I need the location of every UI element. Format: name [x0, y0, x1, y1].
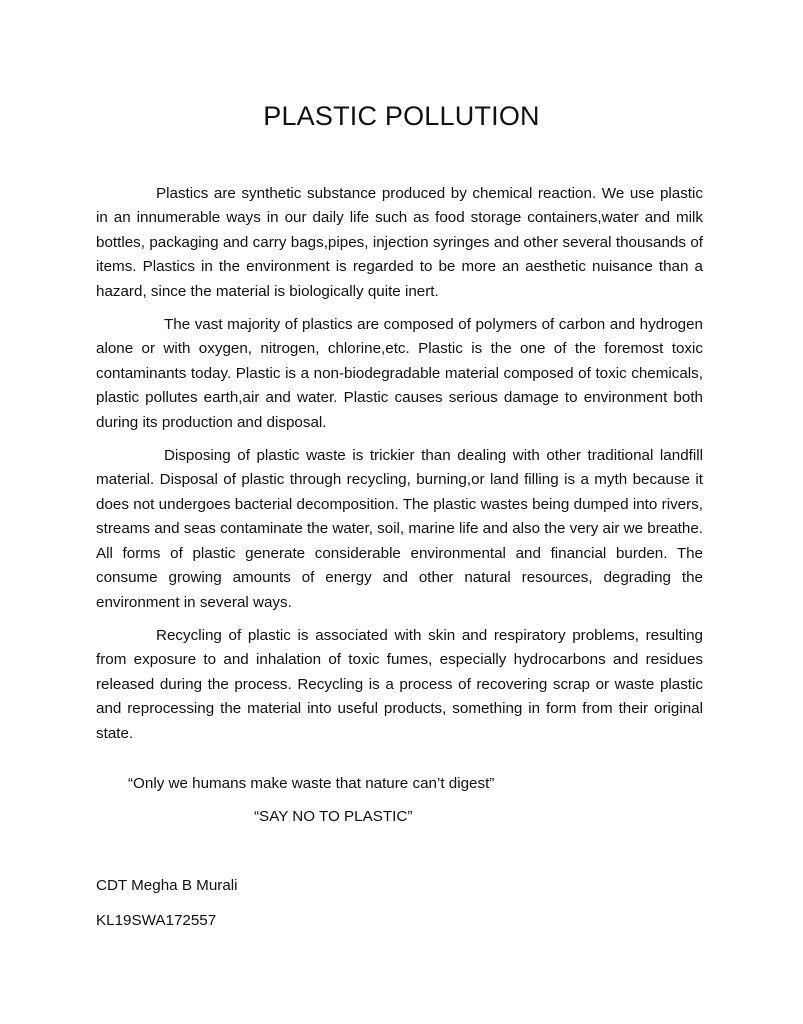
author-name: CDT Megha B Murali [96, 877, 238, 894]
paragraph-intro: Plastics are synthetic substance produced by chemical reaction. We use plastic in an innumerable ways in our daily life such as food storage containers,water and milk bottles, packaging and carry bags,pipes, injection syringes and other several thousands of items. Plastics in the environment is regarded to be more an aesthetic nuisance than a hazard, since the material is biologically quite inert. [96, 185, 703, 300]
paragraph-disposal: Disposing of plastic waste is trickier than dealing with other traditional landfill material. Disposal of plastic through recycling, burning,or land filling is a myth because it does not undergoes bacterial decomposition. The plastic wastes being dumped into rivers, streams and seas contaminate the water, soil, marine life and also the very air we breathe. All forms of plastic generate considerable environmental and financial burden. The consume growing amounts of energy and other natural resources, degrading the environment in several ways. [96, 447, 703, 611]
slogan: “SAY NO TO PLASTIC” [254, 808, 413, 825]
document-title: PLASTIC POLLUTION [263, 101, 540, 131]
document-body [96, 182, 703, 755]
paragraph-recycling: Recycling of plastic is associated with skin and respiratory problems, resulting from exposure to and inhalation of toxic fumes, especially hydrocarbons and residues released during the process. Recycling is a process of recovering scrap or waste plastic and reprocessing the material into useful products, something in form from their original state. [96, 626, 703, 742]
paragraph-composition: The vast majority of plastics are composed of polymers of carbon and hydrogen alone or with oxygen, nitrogen, chlorine,etc. Plastic is the one of the foremost toxic contaminants today. Plastic is a non-biodegradable material composed of toxic chemicals, plastic pollutes earth,air and water. Plastic causes serious damage to environment both during its production and disposal. [96, 316, 703, 431]
closing-quote: “Only we humans make waste that nature can’t digest” [128, 775, 495, 792]
registration-number: KL19SWA172557 [96, 912, 217, 929]
